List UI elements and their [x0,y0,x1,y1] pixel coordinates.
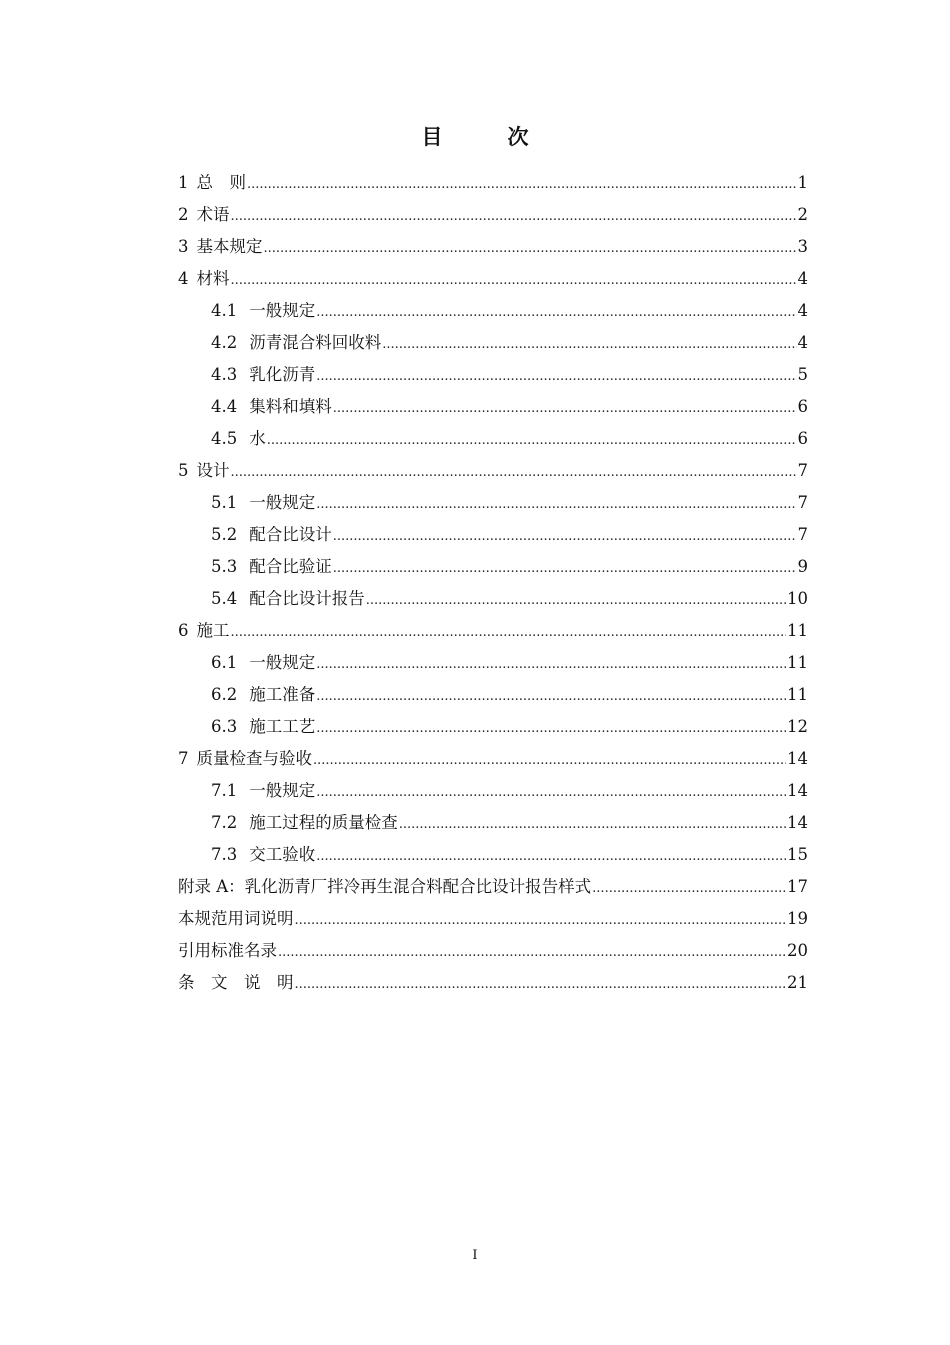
toc-dot-leader [592,873,786,905]
toc-dot-leader [316,777,786,809]
toc-dot-leader [278,937,786,969]
toc-entry[interactable] [178,775,808,807]
toc-entry-number: 7.2 [211,813,238,832]
toc-entry[interactable] [178,423,808,455]
toc-entry-page: 10 [787,589,808,608]
toc-entry-title: 施工工艺 [249,717,316,736]
toc-entry-page: 4 [797,269,808,288]
toc-entry[interactable] [178,711,808,743]
toc-entry-page: 14 [787,813,808,832]
toc-entry-page: 1 [797,173,808,192]
toc-entry-number: 6 [178,621,189,640]
toc-entry-number: 7.3 [211,845,238,864]
toc-entry[interactable] [178,391,808,423]
toc-entry-title: 交工验收 [249,845,316,864]
toc-entry-page: 3 [797,237,808,256]
toc-entry-page: 21 [787,973,808,992]
toc-entry[interactable] [178,455,808,487]
toc-entry-page: 2 [797,205,808,224]
toc-entry-page: 7 [797,461,808,480]
toc-entry-page: 11 [787,685,808,704]
toc-entry[interactable] [178,679,808,711]
toc-entry-page: 6 [797,429,808,448]
toc-entry-title: 条 文 说 明 [178,973,294,992]
toc-entry-title: 质量检查与验收 [196,749,312,768]
toc-entry-number: 4.4 [211,397,238,416]
toc-entry-page: 9 [797,557,808,576]
toc-dot-leader [231,617,787,649]
toc-entry-number: 4.2 [211,333,238,352]
toc-dot-leader [264,233,797,265]
toc-entry-title: 集料和填料 [249,397,332,416]
toc-entry-title: 术语 [196,205,230,224]
toc-dot-leader [295,969,787,1001]
toc-entry-page: 19 [787,909,808,928]
toc-entry-page: 4 [797,333,808,352]
page-title: 目 次 [421,124,551,149]
toc-entry[interactable] [178,359,808,391]
toc-entry-title: 材料 [196,269,230,288]
toc-dot-leader [316,361,796,393]
toc-dot-leader [316,841,786,873]
table-of-contents [178,167,808,999]
toc-entry[interactable] [178,647,808,679]
toc-dot-leader [399,809,786,841]
toc-entry-page: 14 [787,749,808,768]
toc-entry[interactable] [178,583,808,615]
toc-entry-title: 乳化沥青 [249,365,316,384]
toc-entry-title: 配合比设计 [249,525,332,544]
toc-entry-number: 7 [178,749,189,768]
toc-entry-page: 5 [797,365,808,384]
toc-dot-leader [316,681,786,713]
footer-page-number: I [472,1248,478,1263]
toc-dot-leader [295,905,787,937]
toc-dot-leader [247,169,797,201]
toc-entry-title: 一般规定 [249,493,316,512]
toc-entry-number: 6.3 [211,717,238,736]
toc-entry-title: 一般规定 [249,653,316,672]
toc-entry[interactable] [178,743,808,775]
toc-dot-leader [231,457,797,489]
toc-entry[interactable] [178,295,808,327]
toc-entry-title: 基本规定 [196,237,263,256]
toc-entry-number: 2 [178,205,189,224]
toc-entry[interactable] [178,903,808,935]
toc-entry[interactable] [178,935,808,967]
toc-entry-title: 施工准备 [249,685,316,704]
toc-entry-page: 11 [787,653,808,672]
toc-entry-page: 14 [787,781,808,800]
toc-entry-title: 配合比设计报告 [249,589,365,608]
toc-entry-title: 施工过程的质量检查 [249,813,398,832]
toc-entry[interactable] [178,871,808,903]
toc-entry-title: 设计 [196,461,230,480]
toc-entry-title: 引用标准名录 [178,941,277,960]
toc-dot-leader [333,393,797,425]
toc-dot-leader [316,649,786,681]
toc-entry-page: 7 [797,493,808,512]
toc-entry-page: 4 [797,301,808,320]
toc-entry[interactable] [178,615,808,647]
toc-dot-leader [231,201,797,233]
toc-entry-number: 7.1 [211,781,238,800]
toc-entry[interactable] [178,519,808,551]
toc-entry-number: 1 [178,173,189,192]
toc-entry-number: 5.4 [211,589,238,608]
toc-entry-title: 附录 A：乳化沥青厂拌冷再生混合料配合比设计报告样式 [178,877,592,896]
toc-entry-title: 沥青混合料回收料 [249,333,382,352]
toc-entry[interactable] [178,487,808,519]
toc-entry-number: 5.3 [211,557,238,576]
toc-entry-page: 20 [787,941,808,960]
toc-dot-leader [333,553,797,585]
toc-entry-title: 一般规定 [249,301,316,320]
toc-entry-number: 5.2 [211,525,238,544]
toc-entry-page: 11 [787,621,808,640]
toc-entry-number: 4 [178,269,189,288]
toc-entry-page: 17 [787,877,808,896]
toc-dot-leader [316,713,786,745]
toc-entry[interactable] [178,807,808,839]
toc-entry-number: 4.5 [211,429,238,448]
toc-entry-title: 配合比验证 [249,557,332,576]
toc-entry[interactable] [178,167,808,199]
toc-dot-leader [231,265,797,297]
toc-entry-title: 本规范用词说明 [178,909,294,928]
toc-entry-title: 水 [249,429,266,448]
toc-entry-number: 4.1 [211,301,238,320]
toc-entry-page: 6 [797,397,808,416]
toc-entry-number: 4.3 [211,365,238,384]
toc-entry[interactable] [178,551,808,583]
toc-entry[interactable] [178,967,808,999]
toc-dot-leader [316,297,796,329]
toc-entry-page: 12 [787,717,808,736]
toc-entry[interactable] [178,839,808,871]
toc-entry-number: 5 [178,461,189,480]
toc-entry-number: 6.2 [211,685,238,704]
toc-entry-title: 施工 [196,621,230,640]
toc-entry-number: 5.1 [211,493,238,512]
toc-entry-number: 6.1 [211,653,238,672]
toc-entry-title: 总 则 [196,173,246,192]
toc-dot-leader [366,585,786,617]
toc-dot-leader [333,521,797,553]
toc-dot-leader [382,329,796,361]
toc-dot-leader [267,425,797,457]
toc-entry[interactable] [178,327,808,359]
toc-entry-page: 7 [797,525,808,544]
toc-entry-page: 15 [787,845,808,864]
toc-entry[interactable] [178,199,808,231]
toc-entry[interactable] [178,231,808,263]
toc-entry-number: 3 [178,237,189,256]
toc-entry[interactable] [178,263,808,295]
toc-entry-title: 一般规定 [249,781,316,800]
toc-dot-leader [316,489,796,521]
toc-dot-leader [313,745,786,777]
